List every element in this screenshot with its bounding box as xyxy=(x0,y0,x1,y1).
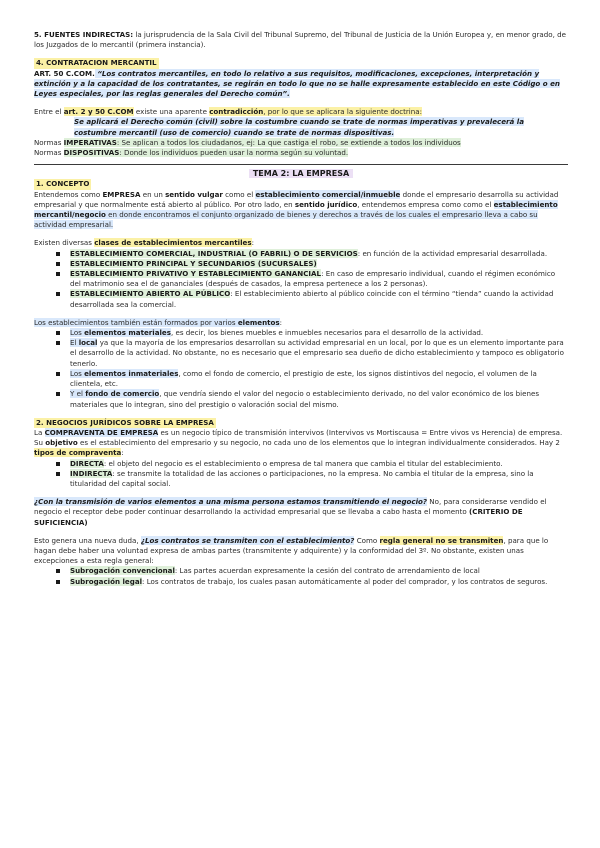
list-item: Subrogación legal: Los contratos de trabajo, los cuales pasan automáticamente al poder del comprador, y los contratos de seguros. xyxy=(70,577,568,587)
list-item: ESTABLECIMIENTO PRIVATIVO Y ESTABLECIMIENTO GANANCIAL: En caso de empresario individual, cuando el régimen económico del matrimonio sea el de gananciales (después de casados, la empresa pertenece a los 2 personas). xyxy=(70,269,568,289)
list-item: Subrogación convencional: Las partes acuerdan expresamente la cesión del contrato de arrendamiento de local xyxy=(70,566,568,576)
list-item: ESTABLECIMIENTO ABIERTO AL PÚBLICO: El establecimiento abierto al público coincide con el término “tienda” cuando la actividad desarrollada sea la comercial. xyxy=(70,289,568,309)
art-50-quote: “Los contratos mercantiles, en todo lo relativo a sus requisitos, modificaciones, excepciones, interpretación y extinción y a la capacidad de los contratantes, se regirán en todo lo que no se halle expresamente establecido en este Código o en Leyes especiales, por las reglas generales del Derecho común”. xyxy=(34,68,560,99)
list-item: INDIRECTA: se transmite la totalidad de las acciones o participaciones, no la empresa. No cambia el titular de la empresa, sino la titularidad del capital social. xyxy=(70,469,568,489)
heading-negocios-juridicos: 2. NEGOCIOS JURÍDICOS SOBRE LA EMPRESA xyxy=(36,417,214,427)
doctrine-text: Se aplicará el Derecho común (civil) sobre la costumbre cuando se trate de normas imperativas y prevalecerá la costumbre mercantil (uso de comercio) cuando se trate de normas dispositivas. xyxy=(74,117,524,137)
paragraph-contratos: Esto genera una nueva duda, ¿Los contratos se transmiten con el establecimiento? Como regla general no se transmiten, para que lo hagan debe haber una voluntad expresa de ambas partes (transmitente y adquirente) y la conformidad del 3º. No obstante, existen unas excepciones a esta regla general: xyxy=(34,535,549,566)
heading-fuentes-indirectas: 5. FUENTES INDIRECTAS: xyxy=(34,30,134,39)
paragraph-concepto: Entendemos como EMPRESA en un sentido vulgar como el establecimiento comercial/inmueble donde el empresario desarrolla su actividad empresarial y que normalmente está abierto al público. Por otro lado, en sentido jurídico, entendemos empresa como como el establecimiento mercantil/negocio en donde encontramos el conjunto organizado de bienes y derechos a través de los cuales el empresario lleva a cabo su actividad empresarial. xyxy=(34,189,559,230)
heading-contratacion-mercantil: 4. CONTRATACION MERCANTIL xyxy=(36,58,157,68)
list-item: Los elementos materiales, es decir, los bienes muebles e inmuebles necesarios para el desarrollo de la actividad. xyxy=(70,328,568,338)
paragraph-clases: Existen diversas clases de establecimientos mercantiles: xyxy=(34,238,254,248)
list-item: Y el fondo de comercio, que vendría siendo el valor del negocio o establecimiento derivado, no del valor económico de los bienes materiales que lo integran, sino del prestigio o valoración social del mismo. xyxy=(70,389,568,409)
normas-imperativas: Normas IMPERATIVAS: Se aplican a todos los ciudadanos, ej: La que castiga el robo, se extiende a todos los individuos xyxy=(34,137,461,147)
paragraph-contradiccion: Entre el art. 2 y 50 C.COM existe una aparente contradicción, por lo que se aplicara la siguiente doctrina: xyxy=(34,107,422,117)
list-item: El local ya que la mayoría de los empresarios desarrollan su actividad empresarial en un local, por lo que es un elemento importante para el desarrollo de la actividad. No obstante, no es necesario que el empresario sea dueño de dicho establecimiento y tampoco es obligatorio tenerlo. xyxy=(70,338,568,369)
paragraph-compraventa: La COMPRAVENTA DE EMPRESA es un negocio típico de transmisión intervivos (Intervivos vs Mortiscausa = Entre vivos vs Herencia) de empresa. Su objetivo es el establecimiento del empresario y su negocio, no cada uno de los elementos que lo integran individualmente considerados. Hay 2 tipos de compraventa: xyxy=(34,427,563,458)
list-excepciones xyxy=(34,566,568,586)
list-item: ESTABLECIMIENTO PRINCIPAL Y SECUNDARIOS (SUCURSALES) xyxy=(70,259,568,269)
paragraph-transmision: ¿Con la transmisión de varios elementos a una misma persona estamos transmitiendo el negocio? No, para considerarse vendido el negocio el receptor debe poder continuar desarrollando la actividad empresarial que se llevaba a cabo hasta el momento (CRITERIO DE SUFICIENCIA) xyxy=(34,497,547,527)
section-divider xyxy=(34,164,568,165)
list-elementos xyxy=(34,328,568,410)
paragraph-fuentes-indirectas: 5. FUENTES INDIRECTAS: la jurisprudencia de la Sala Civil del Tribunal Supremo, del Tribunal de Justicia de la Unión Europea y, en menor grado, de los Juzgados de lo mercantil (primera instancia). xyxy=(34,30,566,50)
paragraph-art-50 xyxy=(34,69,568,100)
normas-dispositivas: Normas DISPOSITIVAS: Donde los individuos pueden usar la norma según su voluntad. xyxy=(34,148,349,158)
list-item: Los elementos inmateriales, como el fondo de comercio, el prestigio de este, los signos distintivos del negocio, el volumen de la clientela, etc. xyxy=(70,369,568,389)
heading-concepto: 1. CONCEPTO xyxy=(36,179,90,189)
list-clases xyxy=(34,249,568,310)
tema-title: TEMA 2: LA EMPRESA xyxy=(34,169,568,179)
list-item: DIRECTA: el objeto del negocio es el establecimiento o empresa de tal manera que cambia el titular del establecimiento. xyxy=(70,459,568,469)
paragraph-elementos: Los establecimientos también están formados por varios elementos: xyxy=(34,317,283,327)
art-50-label: ART. 50 C.COM. xyxy=(34,68,95,78)
list-item: ESTABLECIMIENTO COMERCIAL, INDUSTRIAL (O FABRIL) O DE SERVICIOS: en función de la actividad empresarial desarrollada. xyxy=(70,249,568,259)
list-compraventa xyxy=(34,459,568,490)
